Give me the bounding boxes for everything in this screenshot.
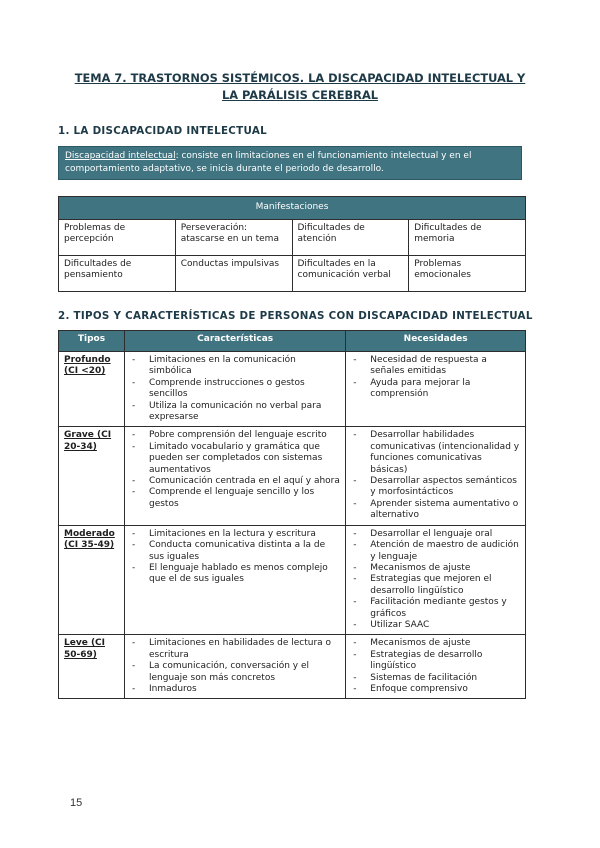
list-item: - Sistemas de facilitación <box>351 673 520 684</box>
needs-list <box>351 355 520 401</box>
list-item: - Desarrollar aspectos semánticos y morfosintácticos <box>351 476 520 499</box>
list-item: - Mecanismos de ajuste <box>351 638 520 649</box>
characteristics-cell <box>124 635 345 699</box>
table-row <box>59 525 526 635</box>
list-item: - Estrategias de desarrollo lingüístico <box>351 650 520 673</box>
list-item: - Pobre comprensión del lenguaje escrito <box>130 430 340 441</box>
title-line-2: LA PARÁLISIS CEREBRAL <box>221 88 379 102</box>
characteristics-list <box>130 355 340 423</box>
table-row <box>59 256 526 292</box>
list-item: - Enfoque comprensivo <box>351 684 520 695</box>
needs-cell <box>346 427 526 525</box>
list-item: - Desarrollar el lenguaje oral <box>351 529 520 540</box>
characteristics-cell <box>124 525 345 635</box>
list-item: - Utilizar SAAC <box>351 620 520 631</box>
table-cell: Conductas impulsivas <box>175 256 292 292</box>
section-2-heading: 2. TIPOS Y CARACTERÍSTICAS DE PERSONAS CON DISCAPACIDAD INTELECTUAL <box>58 310 533 322</box>
needs-list <box>351 638 520 695</box>
table-row <box>59 635 526 699</box>
list-item: - Limitaciones en la comunicación simbólica <box>130 355 340 378</box>
list-item: - Comunicación centrada en el aquí y ahora <box>130 476 340 487</box>
table-row <box>59 427 526 525</box>
type-label: Profundo (CI <20) <box>59 352 125 427</box>
list-item: - Atención de maestro de audición y lenguaje <box>351 540 520 563</box>
type-label: Grave (CI 20-34) <box>59 427 125 525</box>
types-header-necesidades: Necesidades <box>346 331 526 352</box>
needs-list <box>351 430 520 521</box>
types-header-caracteristicas: Características <box>124 331 345 352</box>
definition-term: Discapacidad intelectual <box>65 151 176 161</box>
list-item: - Desarrollar habilidades comunicativas (intencionalidad y funciones comunicativas básicas) <box>351 430 520 476</box>
type-label: Moderado (CI 35-49) <box>59 525 125 635</box>
section-1-heading: 1. LA DISCAPACIDAD INTELECTUAL <box>58 125 267 137</box>
type-label: Leve (CI 50-69) <box>59 635 125 699</box>
list-item: - Limitado vocabulario y gramática que pueden ser completados con sistemas aumentativos <box>130 442 340 476</box>
list-item: - Utiliza la comunicación no verbal para expresarse <box>130 401 340 424</box>
table-cell: Problemas emocionales <box>409 256 526 292</box>
needs-cell <box>346 635 526 699</box>
list-item: - Estrategias que mejoren el desarrollo lingüístico <box>351 574 520 597</box>
table-row <box>59 220 526 256</box>
table-cell: Problemas de percepción <box>59 220 176 256</box>
list-item: - Limitaciones en habilidades de lectura o escritura <box>130 638 340 661</box>
characteristics-list <box>130 430 340 510</box>
characteristics-cell <box>124 352 345 427</box>
types-header-tipos: Tipos <box>59 331 125 352</box>
needs-cell <box>346 352 526 427</box>
list-item: - Comprende el lenguaje sencillo y los gestos <box>130 487 340 510</box>
document-title <box>58 70 542 104</box>
list-item: - Comprende instrucciones o gestos sencillos <box>130 378 340 401</box>
manifestations-table <box>58 196 526 292</box>
types-table <box>58 330 526 699</box>
list-item: - Limitaciones en la lectura y escritura <box>130 529 340 540</box>
needs-cell <box>346 525 526 635</box>
characteristics-list <box>130 529 340 586</box>
characteristics-cell <box>124 427 345 525</box>
list-item: - Facilitación mediante gestos y gráficos <box>351 597 520 620</box>
table-cell: Dificultades de memoria <box>409 220 526 256</box>
title-line-1: TEMA 7. TRASTORNOS SISTÉMICOS. LA DISCAPACIDAD INTELECTUAL Y <box>74 71 526 85</box>
list-item: - Mecanismos de ajuste <box>351 563 520 574</box>
definition-text: : consiste en limitaciones en el funcionamiento intelectual y en el comportamiento adaptativo, se inicia durante el periodo de desarrollo. <box>65 151 472 174</box>
list-item: - Inmaduros <box>130 684 340 695</box>
table-cell: Dificultades en la comunicación verbal <box>292 256 409 292</box>
definition-box <box>58 146 522 180</box>
list-item: - Ayuda para mejorar la comprensión <box>351 378 520 401</box>
table-cell: Dificultades de pensamiento <box>59 256 176 292</box>
list-item: - Necesidad de respuesta a señales emitidas <box>351 355 520 378</box>
needs-list <box>351 529 520 632</box>
list-item: - El lenguaje hablado es menos complejo que el de sus iguales <box>130 563 340 586</box>
list-item: - La comunicación, conversación y el lenguaje son más concretos <box>130 661 340 684</box>
table-cell: Perseveración: atascarse en un tema <box>175 220 292 256</box>
manifestations-header: Manifestaciones <box>59 197 526 220</box>
table-cell: Dificultades de atención <box>292 220 409 256</box>
table-row <box>59 352 526 427</box>
page-number: 15 <box>70 797 83 809</box>
list-item: - Aprender sistema aumentativo o alternativo <box>351 499 520 522</box>
list-item: - Conducta comunicativa distinta a la de sus iguales <box>130 540 340 563</box>
characteristics-list <box>130 638 340 695</box>
